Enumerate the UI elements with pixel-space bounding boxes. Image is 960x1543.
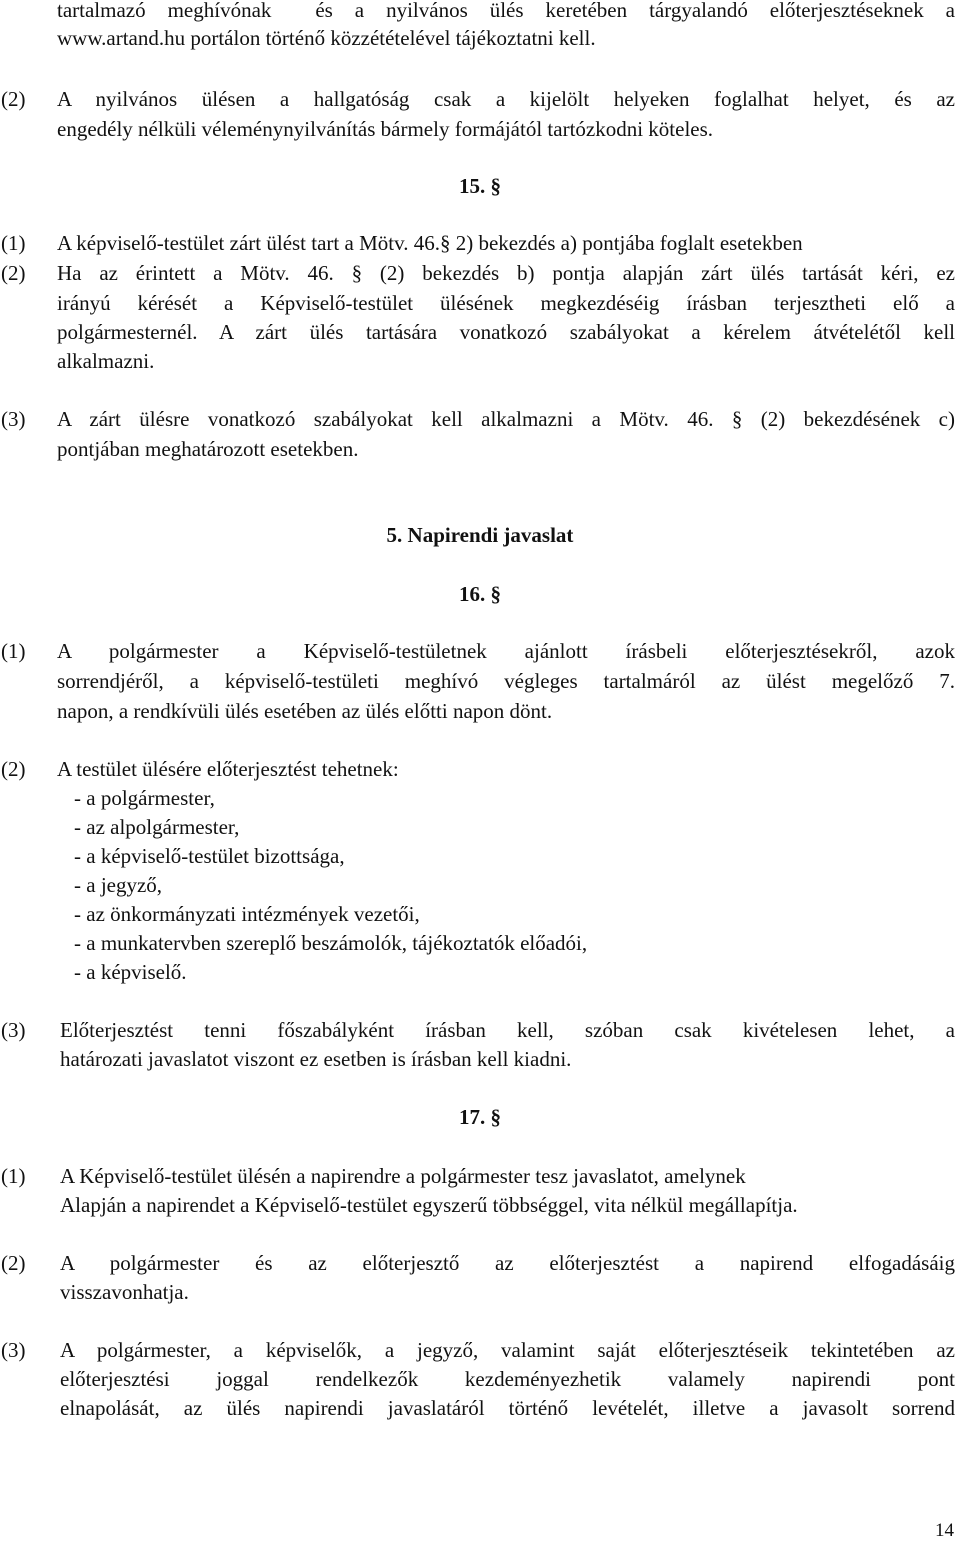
- paragraph-number: (1): [1, 1164, 26, 1188]
- paragraph-number: (3): [1, 407, 26, 431]
- list-item: - a polgármester,: [74, 786, 215, 810]
- paragraph-line: előterjesztési joggal rendelkezők kezdeményezhetik valamely napirendi pont: [60, 1367, 955, 1391]
- section-heading-16: 16. §: [459, 582, 501, 606]
- paragraph-line: napon, a rendkívüli ülés esetében az ülés előtti napon dönt.: [57, 699, 553, 723]
- paragraph-line: A Képviselő-testület ülésén a napirendre a polgármester tesz javaslatot, amelynek: [60, 1164, 746, 1188]
- paragraph-line: határozati javaslatot viszont ez esetben is írásban kell kiadni.: [60, 1047, 572, 1071]
- paragraph-line: Ha az érintett a Mötv. 46. § (2) bekezdés b) pontja alapján zárt ülés tartását kéri, ez: [57, 261, 955, 285]
- chapter-heading: 5. Napirendi javaslat: [386, 523, 574, 547]
- paragraph-number: (2): [1, 261, 26, 285]
- paragraph-line: elnapolását, az ülés napirendi javaslatáról történő levételét, illetve a javasolt sorrend: [60, 1396, 955, 1420]
- paragraph-line: A polgármester a Képviselő-testületnek ajánlott írásbeli előterjesztésekről, azok: [57, 639, 955, 663]
- paragraph-line: pontjában meghatározott esetekben.: [57, 437, 359, 461]
- list-item: - a jegyző,: [74, 873, 163, 897]
- paragraph-number: (2): [1, 757, 26, 781]
- paragraph-line: A testület ülésére előterjesztést tehetnek:: [57, 757, 399, 781]
- paragraph-line: irányú kérését a Képviselő-testület ülésének megkezdéséig írásban terjesztheti elő a: [57, 291, 955, 315]
- paragraph-number: (2): [1, 87, 26, 111]
- intro-line-1: tartalmazó meghívónak és a nyilvános ülés keretében tárgyalandó előterjesztéseknek a: [57, 0, 955, 22]
- paragraph-number: (3): [1, 1338, 26, 1362]
- paragraph-line: engedély nélküli véleménynyilvánítás bármely formájától tartózkodni köteles.: [57, 117, 714, 141]
- section-heading-15: 15. §: [459, 174, 501, 198]
- page-number: 14: [935, 1520, 954, 1541]
- paragraph-line: Előterjesztést tenni főszabályként írásban kell, szóban csak kivételesen lehet, a: [60, 1018, 955, 1042]
- paragraph-line: A polgármester, a képviselők, a jegyző, valamint saját előterjesztéseik tekintetében az: [60, 1338, 955, 1362]
- paragraph-line: A képviselő-testület zárt ülést tart a Mötv. 46.§ 2) bekezdés a) pontjába foglalt esetekben: [57, 231, 803, 255]
- paragraph-line: alkalmazni.: [57, 349, 155, 373]
- intro-line-2: www.artand.hu portálon történő közzétételével tájékoztatni kell.: [57, 26, 596, 50]
- paragraph-line: Alapján a napirendet a Képviselő-testület egyszerű többséggel, vita nélkül megállapítja.: [60, 1193, 798, 1217]
- paragraph-number: (3): [1, 1018, 26, 1042]
- paragraph-number: (2): [1, 1251, 26, 1275]
- paragraph-number: (1): [1, 639, 26, 663]
- list-item: - az önkormányzati intézmények vezetői,: [74, 902, 420, 926]
- list-item: - a képviselő.: [74, 960, 187, 984]
- paragraph-line: A nyilvános ülésen a hallgatóság csak a kijelölt helyeken foglalhat helyet, és az: [57, 87, 955, 111]
- list-item: - a képviselő-testület bizottsága,: [74, 844, 345, 868]
- paragraph-line: polgármesternél. A zárt ülés tartására vonatkozó szabályokat a kérelem átvételétől kell: [57, 320, 955, 344]
- list-item: - az alpolgármester,: [74, 815, 240, 839]
- paragraph-line: A zárt ülésre vonatkozó szabályokat kell alkalmazni a Mötv. 46. § (2) bekezdésének c): [57, 407, 955, 431]
- list-item: - a munkatervben szereplő beszámolók, tájékoztatók előadói,: [74, 931, 588, 955]
- paragraph-number: (1): [1, 231, 26, 255]
- section-heading-17: 17. §: [459, 1105, 501, 1129]
- paragraph-line: sorrendjéről, a képviselő-testületi meghívó végleges tartalmáról az ülést megelőző 7.: [57, 669, 955, 693]
- paragraph-line: visszavonhatja.: [60, 1280, 189, 1304]
- paragraph-line: A polgármester és az előterjesztő az előterjesztést a napirend elfogadásáig: [60, 1251, 955, 1275]
